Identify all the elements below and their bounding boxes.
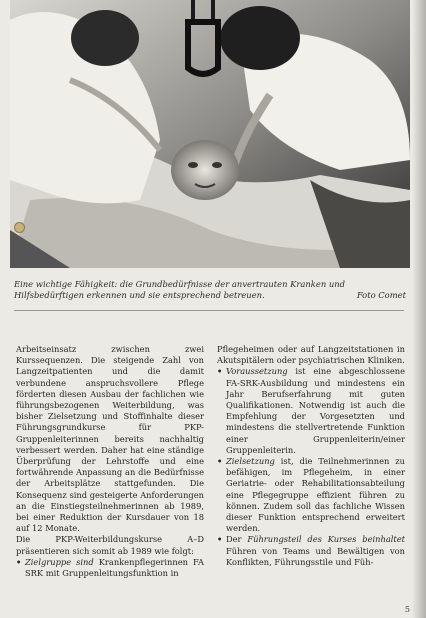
bullet-text: Führen von Teams und Bewältigen von Konflikten, Führungsstile und Füh-	[226, 545, 405, 567]
bullet-emphasis: Zielgruppe sind	[25, 556, 94, 567]
photo-credit: Foto Comet	[356, 290, 406, 300]
bullet-prefix: Der	[226, 534, 242, 545]
bullet-emphasis: Führungsteil des Kurses beinhaltet	[247, 534, 405, 545]
list-item	[217, 366, 405, 456]
list-item	[217, 534, 405, 568]
left-bullet-list	[16, 557, 204, 579]
left-paragraph-2: Die PKP-Weiterbildungskurse A–D präsentieren sich somit ab 1989 wie folgt:	[16, 534, 204, 556]
caption-text: Eine wichtige Fähigkeit: die Grundbedürfnisse der anvertrauten Kranken und Hilfsbedürftigen erkennen und sie entsprechend betreuen.	[14, 279, 346, 300]
list-item	[217, 456, 405, 534]
bullet-text: ist eine abgeschlossene FA-SRK-Ausbildung und mindestens ein Jahr Berufserfahrung mit guten Qualifikationen. Notwendig ist auch die Empfehlung der Vorgesetzten und mindestens die stellvertretende Funktion einer Gruppenleiterin/einer Gruppenleiterin.	[226, 366, 405, 455]
bullet-text: Krankenpflegerinnen FA SRK mit Gruppenleitungsfunktion in	[25, 556, 204, 579]
page-number: 5	[404, 605, 410, 614]
binder-ring-icon	[14, 222, 25, 233]
bullet-emphasis: Zielsetzung	[226, 456, 275, 467]
list-item	[16, 557, 204, 579]
bullet-text: ist, die Teilnehmerinnen zu befähigen, im Pflegeheim, in einer Geriatrie- oder Rehabilitationsabteilung eine Pflegegruppe effizient führen zu können. Zudem soll das fachliche Wissen dieser Funktion entsprechend erweitert werden.	[226, 456, 405, 534]
right-bullet-list	[217, 366, 405, 568]
photo-illustration	[10, 0, 410, 268]
photo-caption	[14, 279, 406, 301]
bullet-emphasis: Voraussetzung	[226, 366, 288, 377]
binding-shadow	[412, 0, 426, 618]
left-column	[16, 344, 204, 579]
right-paragraph-1: Pflegeheimen oder auf Langzeitstationen in Akutspitälern oder psychiatrischen Kliniken.	[217, 344, 405, 366]
nursing-photo	[10, 0, 410, 268]
caption-divider	[14, 310, 404, 311]
left-paragraph-1: Arbeitseinsatz zwischen zwei Kurssequenzen. Die steigende Zahl von Langzeitpatienten und die damit verbundene anspruchsvollere Pflege förderten diesen Ausbau der fachlichen wie führungsbezogenen Weiterbildung, was bisher Zielsetzung und Stoffinhalte dieser Führungsgrundkurse für PKP-Gruppenleiterinnen bereits nachhaltig verbessert werden. Daher hat eine ständige Überprüfung der Lehrstoffe und eine fortwährende Anpassung an die Bedürfnisse der Arbeitsplätze stattgefunden. Die Konsequenz sind gesteigerte Anforderungen an die Einstiegsteilnehmerinnen ab 1989, bei einer Reduktion der Kursdauer von 18 auf 12 Monate.	[16, 344, 204, 534]
right-column	[217, 344, 405, 568]
